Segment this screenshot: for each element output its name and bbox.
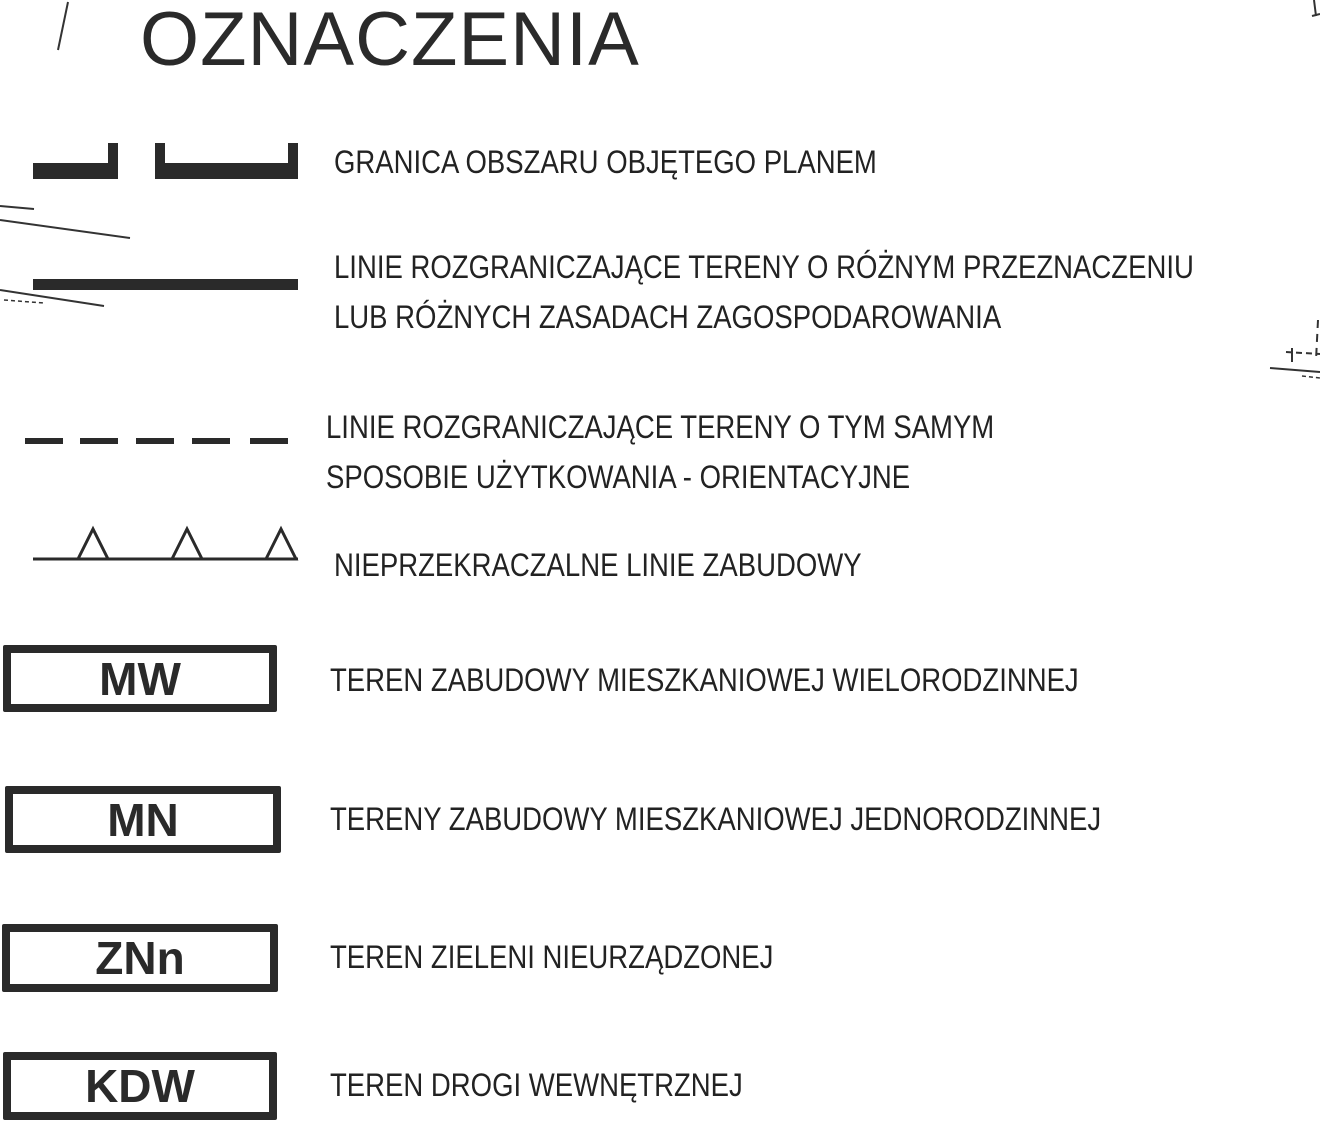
legend-label-dashed-line: [326, 402, 994, 502]
legend-label-line: LUB RÓŻNYCH ZASADACH ZAGOSPODAROWANIA: [334, 299, 1002, 335]
solid-dividing-line-symbol: [33, 279, 298, 290]
legend-title: OZNACZENIA: [140, 0, 640, 82]
legend-label-mw: TEREN ZABUDOWY MIESZKANIOWEJ WIELORODZINNEJ: [330, 662, 1079, 698]
legend-label-line: LINIE ROZGRANICZAJĄCE TERENY O TYM SAMYM: [326, 409, 995, 445]
legend-label-kdw: TEREN DROGI WEWNĘTRZNEJ: [330, 1067, 743, 1103]
legend-label-mn: TERENY ZABUDOWY MIESZKANIOWEJ JEDNORODZINNEJ: [330, 801, 1102, 837]
legend-label-plan-boundary: GRANICA OBSZARU OBJĘTEGO PLANEM: [334, 144, 877, 180]
plan-boundary-symbol: [33, 143, 298, 179]
legend-label-line: SPOSOBIE UŻYTKOWANIA - ORIENTACYJNE: [326, 459, 911, 495]
zone-code-kdw: KDW: [3, 1052, 277, 1120]
dashed-dividing-line-symbol: [25, 438, 288, 444]
legend-label-solid-line: [334, 242, 1194, 342]
zone-code-znn: ZNn: [2, 924, 278, 992]
zone-code-mn: MN: [5, 786, 281, 853]
legend-label-building-line: NIEPRZEKRACZALNE LINIE ZABUDOWY: [334, 547, 862, 583]
legend-label-line: LINIE ROZGRANICZAJĄCE TERENY O RÓŻNYM PRZEZNACZENIU: [334, 249, 1194, 285]
zone-code-mw: MW: [3, 645, 277, 712]
legend-label-znn: TEREN ZIELENI NIEURZĄDZONEJ: [330, 939, 774, 975]
building-line-symbol: [33, 529, 298, 559]
